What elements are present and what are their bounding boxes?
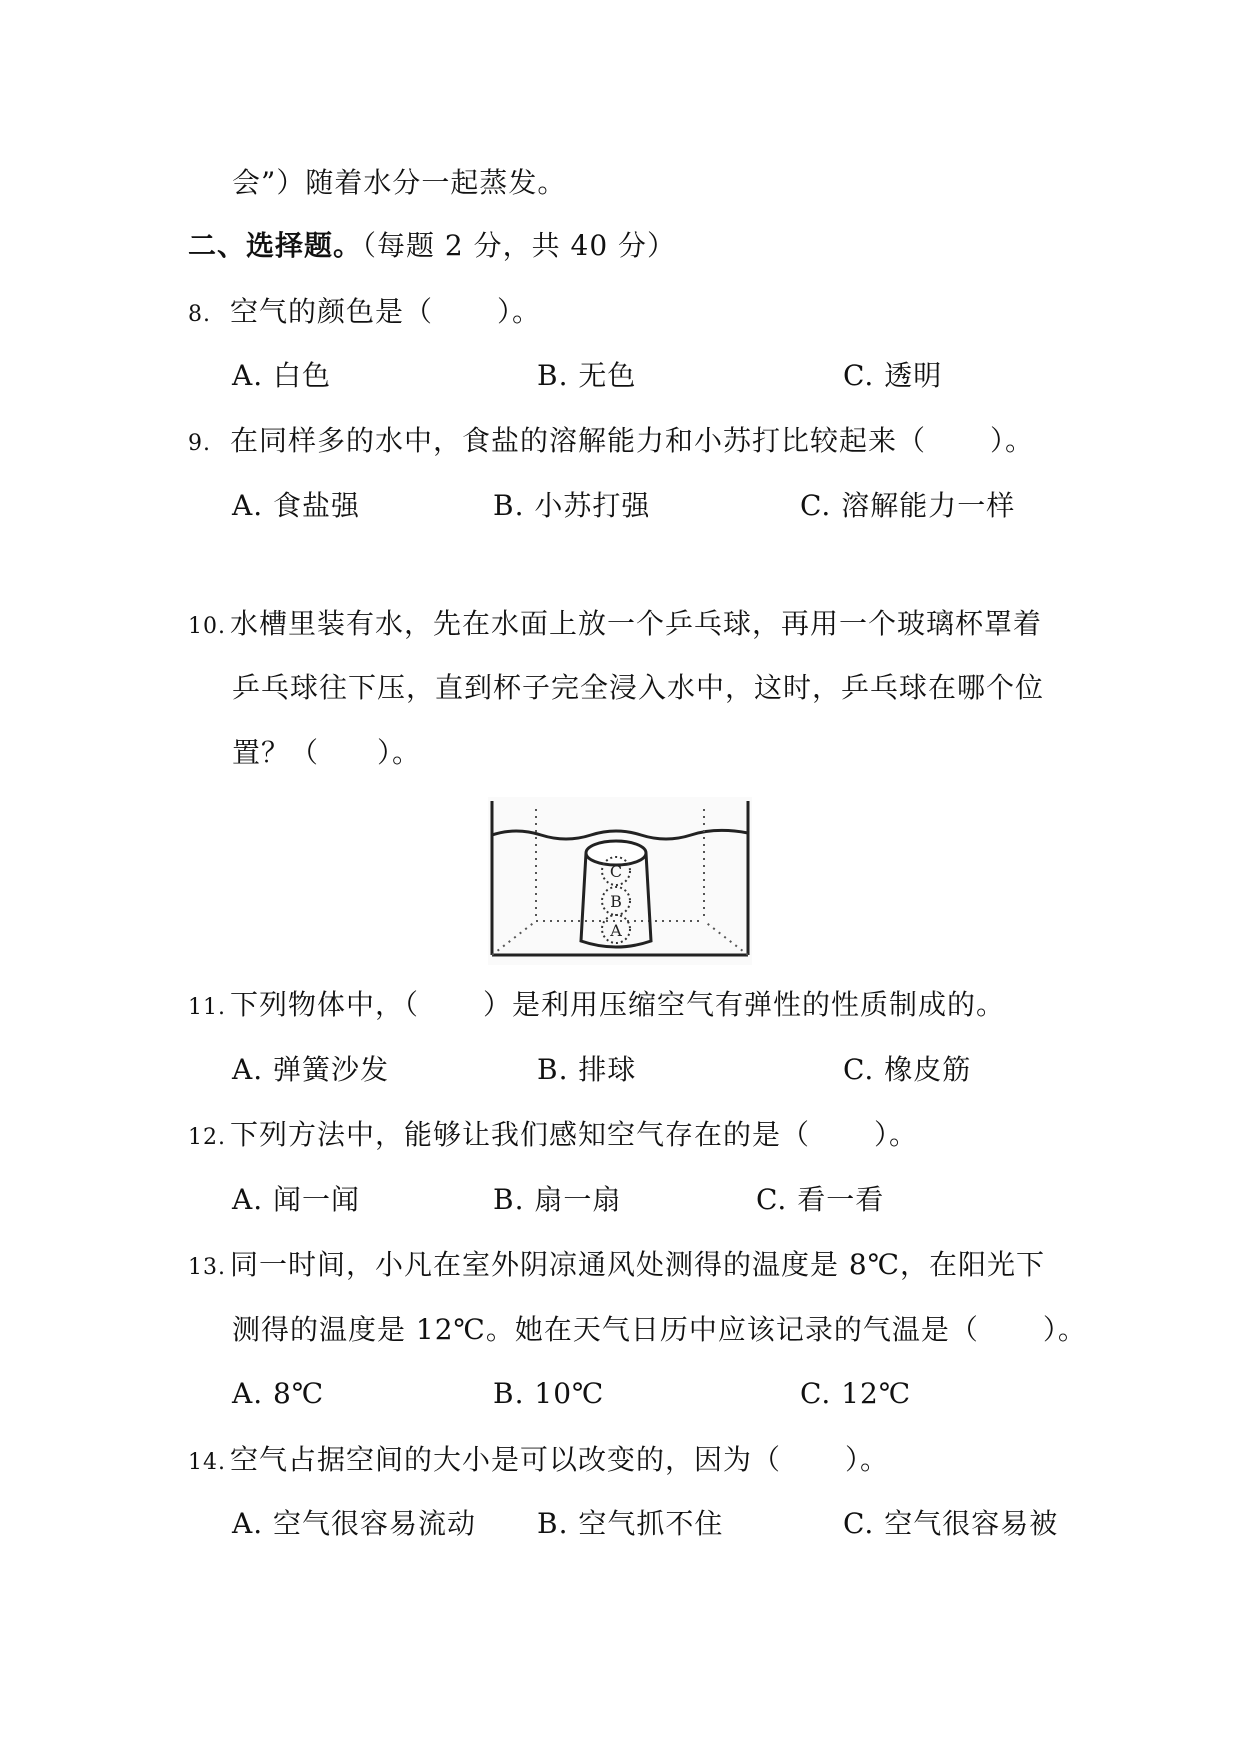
section-note: （每题 2 分，共 40 分） [362,229,677,262]
question-number: 12. [188,1125,226,1150]
option-c[interactable]: C. 透明 [843,359,943,392]
option-b[interactable]: B. 无色 [537,359,637,392]
option-c[interactable]: C. 橡皮筋 [843,1053,972,1086]
question-stem-end: ）。 [1042,1313,1087,1346]
water-tank-figure [486,795,754,967]
option-b[interactable]: B. 小苏打强 [493,489,651,522]
option-a[interactable]: A. 弹簧沙发 [232,1053,390,1086]
question-stem: 下列物体中，（ [230,988,420,1021]
label-b: B [610,892,622,911]
question-stem-end: ）是利用压缩空气有弹性的性质制成的。 [483,988,1006,1021]
option-a[interactable]: A. 闻一闻 [232,1183,361,1216]
question-number: 11. [188,995,226,1020]
section-title: 二、选择题。 [188,229,363,262]
question-stem: 测得的温度是 12℃。她在天气日历中应该记录的气温是（ [232,1313,979,1346]
option-a[interactable]: A. 食盐强 [232,489,361,522]
question-number: 9. [188,431,211,456]
question-number: 8. [188,302,211,327]
option-b[interactable]: B. 10℃ [493,1377,605,1410]
question-stem-line-1: 水槽里装有水，先在水面上放一个乒乓球，再用一个玻璃杯罩着 [230,607,1043,640]
question-stem-line-2: 乒乓球往下压，直到杯子完全浸入水中，这时，乒乓球在哪个位 [232,671,1045,704]
option-b[interactable]: B. 扇一扇 [493,1183,622,1216]
option-c[interactable]: C. 12℃ [800,1377,912,1410]
question-number: 14. [188,1450,226,1475]
question-stem-line-1: 同一时间，小凡在室外阴凉通风处测得的温度是 8℃，在阳光下 [230,1248,1046,1281]
question-number: 13. [188,1255,226,1280]
option-a[interactable]: A. 空气很容易流动 [232,1507,477,1540]
question-10 [188,604,1042,647]
option-c[interactable]: C. 看一看 [756,1183,885,1216]
question-stem: 在同样多的水中，食盐的溶解能力和小苏打比较起来（ [230,424,927,457]
question-stem: 空气占据空间的大小是可以改变的，因为（ [230,1443,782,1476]
continuation-text: 会”）随着水分一起蒸发。 [232,166,567,199]
question-14 [188,1440,889,1483]
question-stem-line-2 [232,1310,1087,1350]
question-stem-line-3: 置？（ ）。 [232,736,422,769]
option-c[interactable]: C. 空气很容易被 [843,1507,1059,1540]
question-11 [188,985,1005,1028]
question-8 [188,292,541,335]
option-b[interactable]: B. 空气抓不住 [537,1507,724,1540]
option-c[interactable]: C. 溶解能力一样 [800,489,1016,522]
label-a: A [610,921,622,940]
question-stem-end: ）。 [990,424,1035,457]
label-c: C [609,862,623,881]
question-stem: 空气的颜色是（ [230,295,434,328]
section-heading [188,226,676,266]
option-a[interactable]: A. 白色 [232,359,332,392]
option-b[interactable]: B. 排球 [537,1053,637,1086]
option-a[interactable]: A. 8℃ [232,1377,325,1410]
question-13 [188,1245,1045,1288]
question-12 [188,1115,918,1158]
question-stem-end: ）。 [845,1443,890,1476]
question-number: 10. [188,614,226,639]
question-stem-end: ）。 [497,295,542,328]
question-stem-end: ）。 [874,1118,919,1151]
question-9 [188,421,1034,464]
question-stem: 下列方法中，能够让我们感知空气存在的是（ [230,1118,811,1151]
